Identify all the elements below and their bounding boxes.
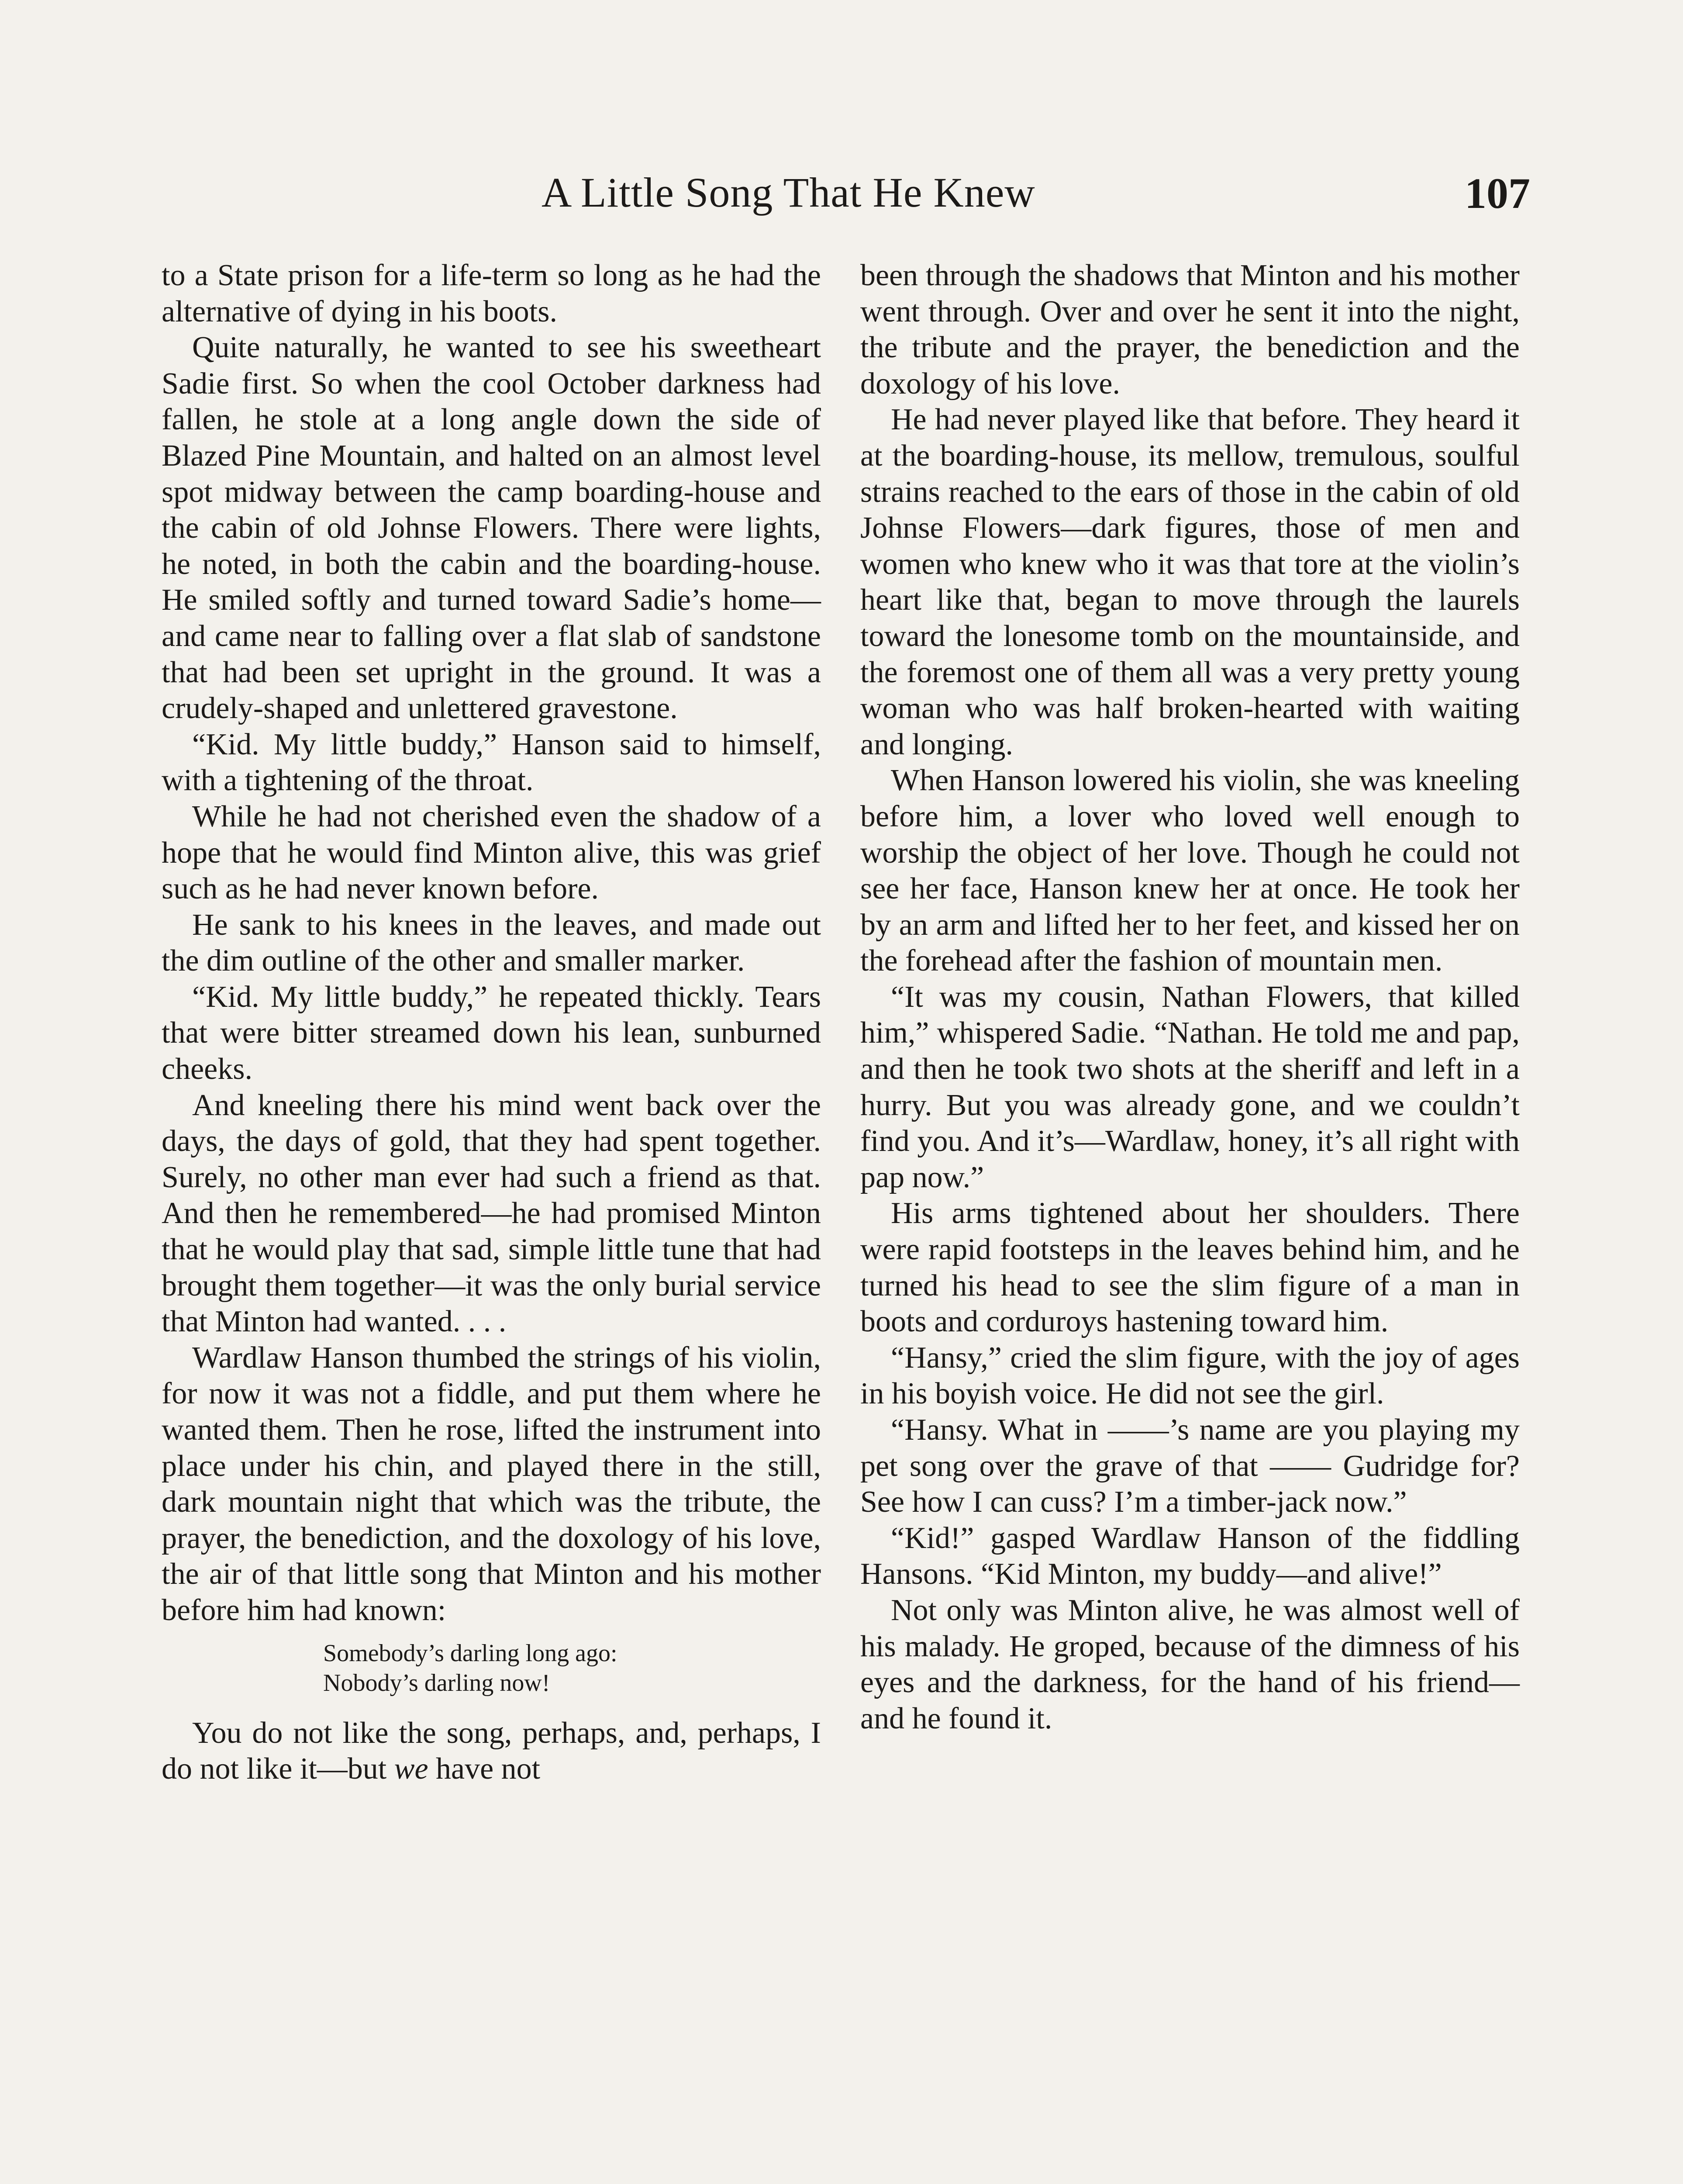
paragraph: “Hansy. What in ——’s name are you playing my pet song over the grave of that —— Gudridge for? See how I can cuss? I’m a timber-jack now.”	[860, 1413, 1520, 1519]
paragraph-text: have not	[428, 1752, 541, 1786]
emphasized-word: we	[394, 1752, 428, 1786]
paragraph: He sank to his knees in the leaves, and made out the dim outline of the other and smaller marker.	[162, 908, 821, 978]
running-head-title: A Little Song That He Knew	[541, 169, 1035, 216]
paragraph: “Kid!” gasped Wardlaw Hanson of the fiddling Hansons. “Kid Minton, my buddy—and alive!”	[860, 1521, 1520, 1591]
paragraph-text: You do not like the song, perhaps, and, perhaps, I do not like it—but	[162, 1716, 821, 1786]
paragraph: Not only was Minton alive, he was almost well of his malady. He groped, because of the dimness of his eyes and the darkness, for the hand of his friend—and he found it.	[860, 1593, 1520, 1735]
paragraph: “Hansy,” cried the slim figure, with the joy of ages in his boyish voice. He did not see the girl.	[860, 1341, 1520, 1411]
paragraph: Wardlaw Hanson thumbed the strings of his violin, for now it was not a fiddle, and put them where he wanted them. Then he rose, lifted the instrument into place under his chin, and played there in the still, dark mountain night that which was the tribute, the prayer, the benediction, and the doxology of his love, the air of that little song that Minton and his mother before him had known:	[162, 1341, 821, 1627]
verse-line: Nobody’s darling now!	[323, 1669, 550, 1697]
paragraph: He had never played like that before. They heard it at the boarding-house, its mellow, tremulous, soulful strains reached to the ears of those in the cabin of old Johnse Flowers—dark figures, those of men and women who knew who it was that tore at the violin’s heart like that, began to move through the laurels toward the lonesome tomb on the mountainside, and the foremost one of them all was a very pretty young woman who was half broken-hearted with waiting and longing.	[860, 403, 1520, 761]
song-verse	[323, 1638, 821, 1698]
paragraph: While he had not cherished even the shadow of a hope that he would find Minton alive, this was grief such as he had never known before.	[162, 799, 821, 906]
paragraph: been through the shadows that Minton and his mother went through. Over and over he sent it into the night, the tribute and the prayer, the benediction and the doxology of his love.	[860, 259, 1520, 401]
paragraph: When Hanson lowered his violin, she was kneeling before him, a lover who loved well enough to worship the object of her love. Though he could not see her face, Hanson knew her at once. He took her by an arm and lifted her to her feet, and kissed her on the forehead after the fashion of mountain men.	[860, 764, 1520, 978]
left-column	[162, 258, 821, 1787]
paragraph: His arms tightened about her shoulders. There were rapid footsteps in the leaves behind him, and he turned his head to see the slim figure of a man in boots and corduroys hastening toward him.	[860, 1196, 1520, 1339]
paragraph: “Kid. My little buddy,” Hanson said to himself, with a tightening of the throat.	[162, 727, 821, 798]
paragraph: And kneeling there his mind went back over the days, the days of gold, that they had spent together. Surely, no other man ever had such a friend as that. And then he remembered—he had promised Minton that he would play that sad, simple little tune that had brought them together—it was the only burial service that Minton had wanted. . . .	[162, 1088, 821, 1339]
verse-line: Somebody’s darling long ago:	[323, 1639, 617, 1667]
paragraph: Quite naturally, he wanted to see his sweetheart Sadie first. So when the cool October darkness had fallen, he stole at a long angle down the side of Blazed Pine Mountain, and halted on an almost level spot midway between the camp boarding-house and the cabin of old Johnse Flowers. There were lights, he noted, in both the cabin and the boarding-house. He smiled softly and turned toward Sadie’s home—and came near to falling over a flat slab of sandstone that had been set upright in the ground. It was a crudely-shaped and unlettered gravestone.	[162, 331, 821, 726]
page-number: 107	[1465, 169, 1530, 218]
paragraph	[162, 1715, 821, 1787]
paragraph: “Kid. My little buddy,” he repeated thickly. Tears that were bitter streamed down his lean, sunburned cheeks.	[162, 980, 821, 1086]
right-column	[860, 258, 1520, 1737]
paragraph: to a State prison for a life-term so long as he had the alternative of dying in his boots.	[162, 259, 821, 328]
paragraph: “It was my cousin, Nathan Flowers, that killed him,” whispered Sadie. “Nathan. He told me and pap, and then he took two shots at the sheriff and left in a hurry. But you was already gone, and we couldn’t find you. And it’s—Wardlaw, honey, it’s all right with pap now.”	[860, 980, 1520, 1194]
